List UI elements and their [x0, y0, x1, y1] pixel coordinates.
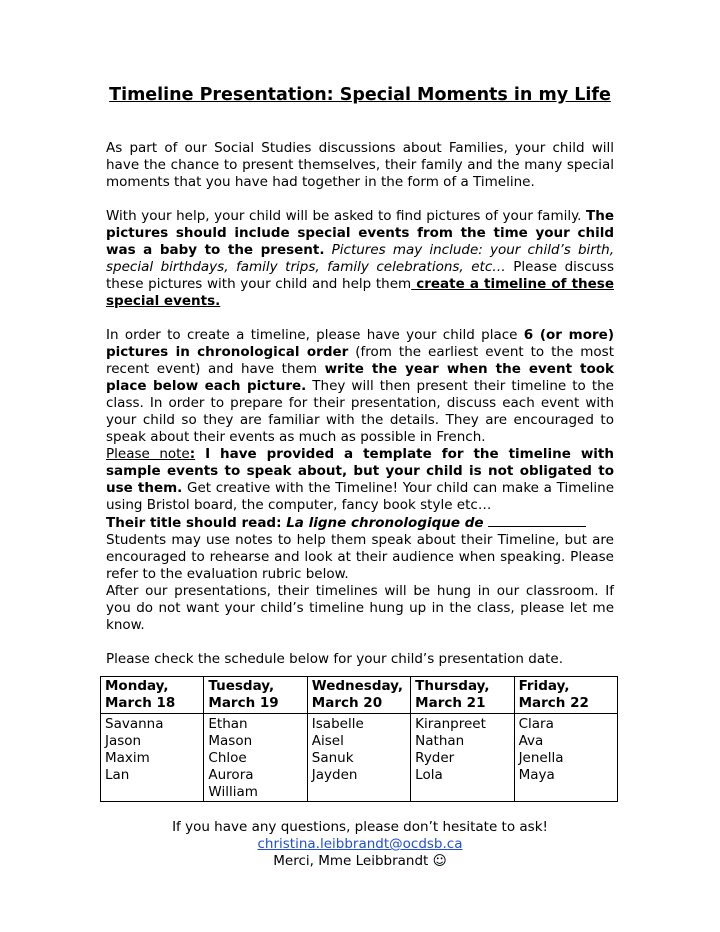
instructions-text-1: In order to create a timeline, please have your child place [106, 327, 524, 343]
title-blank-line [488, 514, 586, 527]
student-name: Nathan [415, 733, 465, 749]
student-name: Aisel [311, 733, 344, 749]
schedule-header-friday: Friday, March 22 [514, 677, 617, 714]
student-name: Savanna [105, 716, 164, 732]
schedule-header-wednesday: Wednesday, March 20 [307, 677, 410, 714]
instructions-count: 6 (or more) pictures in chronological order [106, 327, 614, 360]
student-name: Jenella [518, 750, 564, 766]
student-name: Maya [518, 767, 555, 783]
questions-line: If you have any questions, please don’t hesitate to ask! [172, 819, 548, 835]
student-name: Maxim [105, 750, 150, 766]
hang-paragraph: After our presentations, their timelines will be hung in our classroom. If you do not want your child’s timeline hung up in the class, please let me know. [106, 583, 614, 633]
note-colon: : [189, 446, 196, 462]
instructions-year: write the year when the event took place below each picture. [106, 361, 614, 394]
spacer [106, 634, 614, 651]
schedule-header-thursday: Thursday, March 21 [411, 677, 514, 714]
student-name: Jason [105, 733, 142, 749]
email-link[interactable]: christina.leibbrandt@ocdsb.ca [257, 836, 463, 852]
note-paragraph [106, 446, 614, 514]
student-name: Kiranpreet [415, 716, 486, 732]
student-name: Aurora [208, 767, 254, 783]
page-title: Timeline Presentation: Special Moments in my Life [109, 85, 611, 105]
pictures-paragraph [106, 208, 614, 310]
student-name: Lan [105, 767, 130, 783]
pictures-requirement: The pictures should include special events from the time your child was a baby to the present. [106, 208, 614, 258]
schedule-cell-thursday [411, 714, 514, 802]
schedule-intro: Please check the schedule below for your child’s presentation date. [106, 651, 564, 667]
title-line-label: Their title should read: [106, 515, 287, 531]
instructions-text-2: (from the earliest event to the most recent event) and have them [106, 344, 614, 377]
note-label: Please note [106, 446, 190, 462]
instructions-paragraph [106, 327, 614, 446]
schedule-table [100, 676, 618, 802]
student-name: Clara [518, 716, 554, 732]
schedule-cell-monday [101, 714, 204, 802]
schedule-names-row [101, 714, 618, 802]
student-name: Lola [415, 767, 443, 783]
pictures-examples: Pictures may include: your child’s birth, special birthdays, family trips, family celebrations, etc… [106, 242, 614, 275]
student-name: Ava [518, 733, 544, 749]
pictures-text: With your help, your child will be asked to find pictures of your family. [106, 208, 587, 224]
notes-paragraph: Students may use notes to help them speak about their Timeline, but are encouraged to rehearse and look at their audience when speaking. Please refer to the evaluation rubric below. [106, 532, 614, 582]
student-name: Isabelle [311, 716, 364, 732]
pictures-discuss: Please discuss these pictures with your child and help them [106, 259, 614, 292]
title-line [106, 514, 614, 532]
intro-paragraph: As part of our Social Studies discussions about Families, your child will have the chance to present themselves, their family and the many special moments that you have had together in the form of a Timeline. [106, 140, 614, 190]
schedule-cell-friday [514, 714, 617, 802]
student-name: Jayden [311, 767, 358, 783]
student-name: Mason [208, 733, 253, 749]
student-name: Ethan [208, 716, 248, 732]
schedule-header-monday: Monday, March 18 [101, 677, 204, 714]
note-template: I have provided a template for the timeline with sample events to speak about, but your child is not obligated to use them. [106, 446, 614, 496]
spacer [106, 310, 614, 327]
create-timeline-instruction: create a timeline of these special events. [106, 276, 614, 309]
signoff-line: Merci, Mme Leibbrandt ☺ [273, 853, 447, 869]
title-line-value: La ligne chronologique de [286, 515, 489, 531]
instructions-text-3: They will then present their timeline to the class. In order to prepare for their presentation, discuss each event with your child so they are familiar with the details. They are encouraged to speak about their events as much as possible in French. [106, 378, 614, 445]
student-name: Sanuk [311, 750, 354, 766]
student-name: Chloe [208, 750, 247, 766]
schedule-cell-wednesday [307, 714, 410, 802]
closing-block [106, 819, 614, 870]
spacer [106, 191, 614, 208]
schedule-cell-tuesday [204, 714, 307, 802]
student-name: Ryder [415, 750, 455, 766]
note-creative: Get creative with the Timeline! Your child can make a Timeline using Bristol board, the computer, fancy book style etc… [106, 480, 615, 513]
schedule-header-tuesday: Tuesday, March 19 [204, 677, 307, 714]
schedule-header-row [101, 677, 618, 714]
student-name: William [208, 784, 258, 800]
